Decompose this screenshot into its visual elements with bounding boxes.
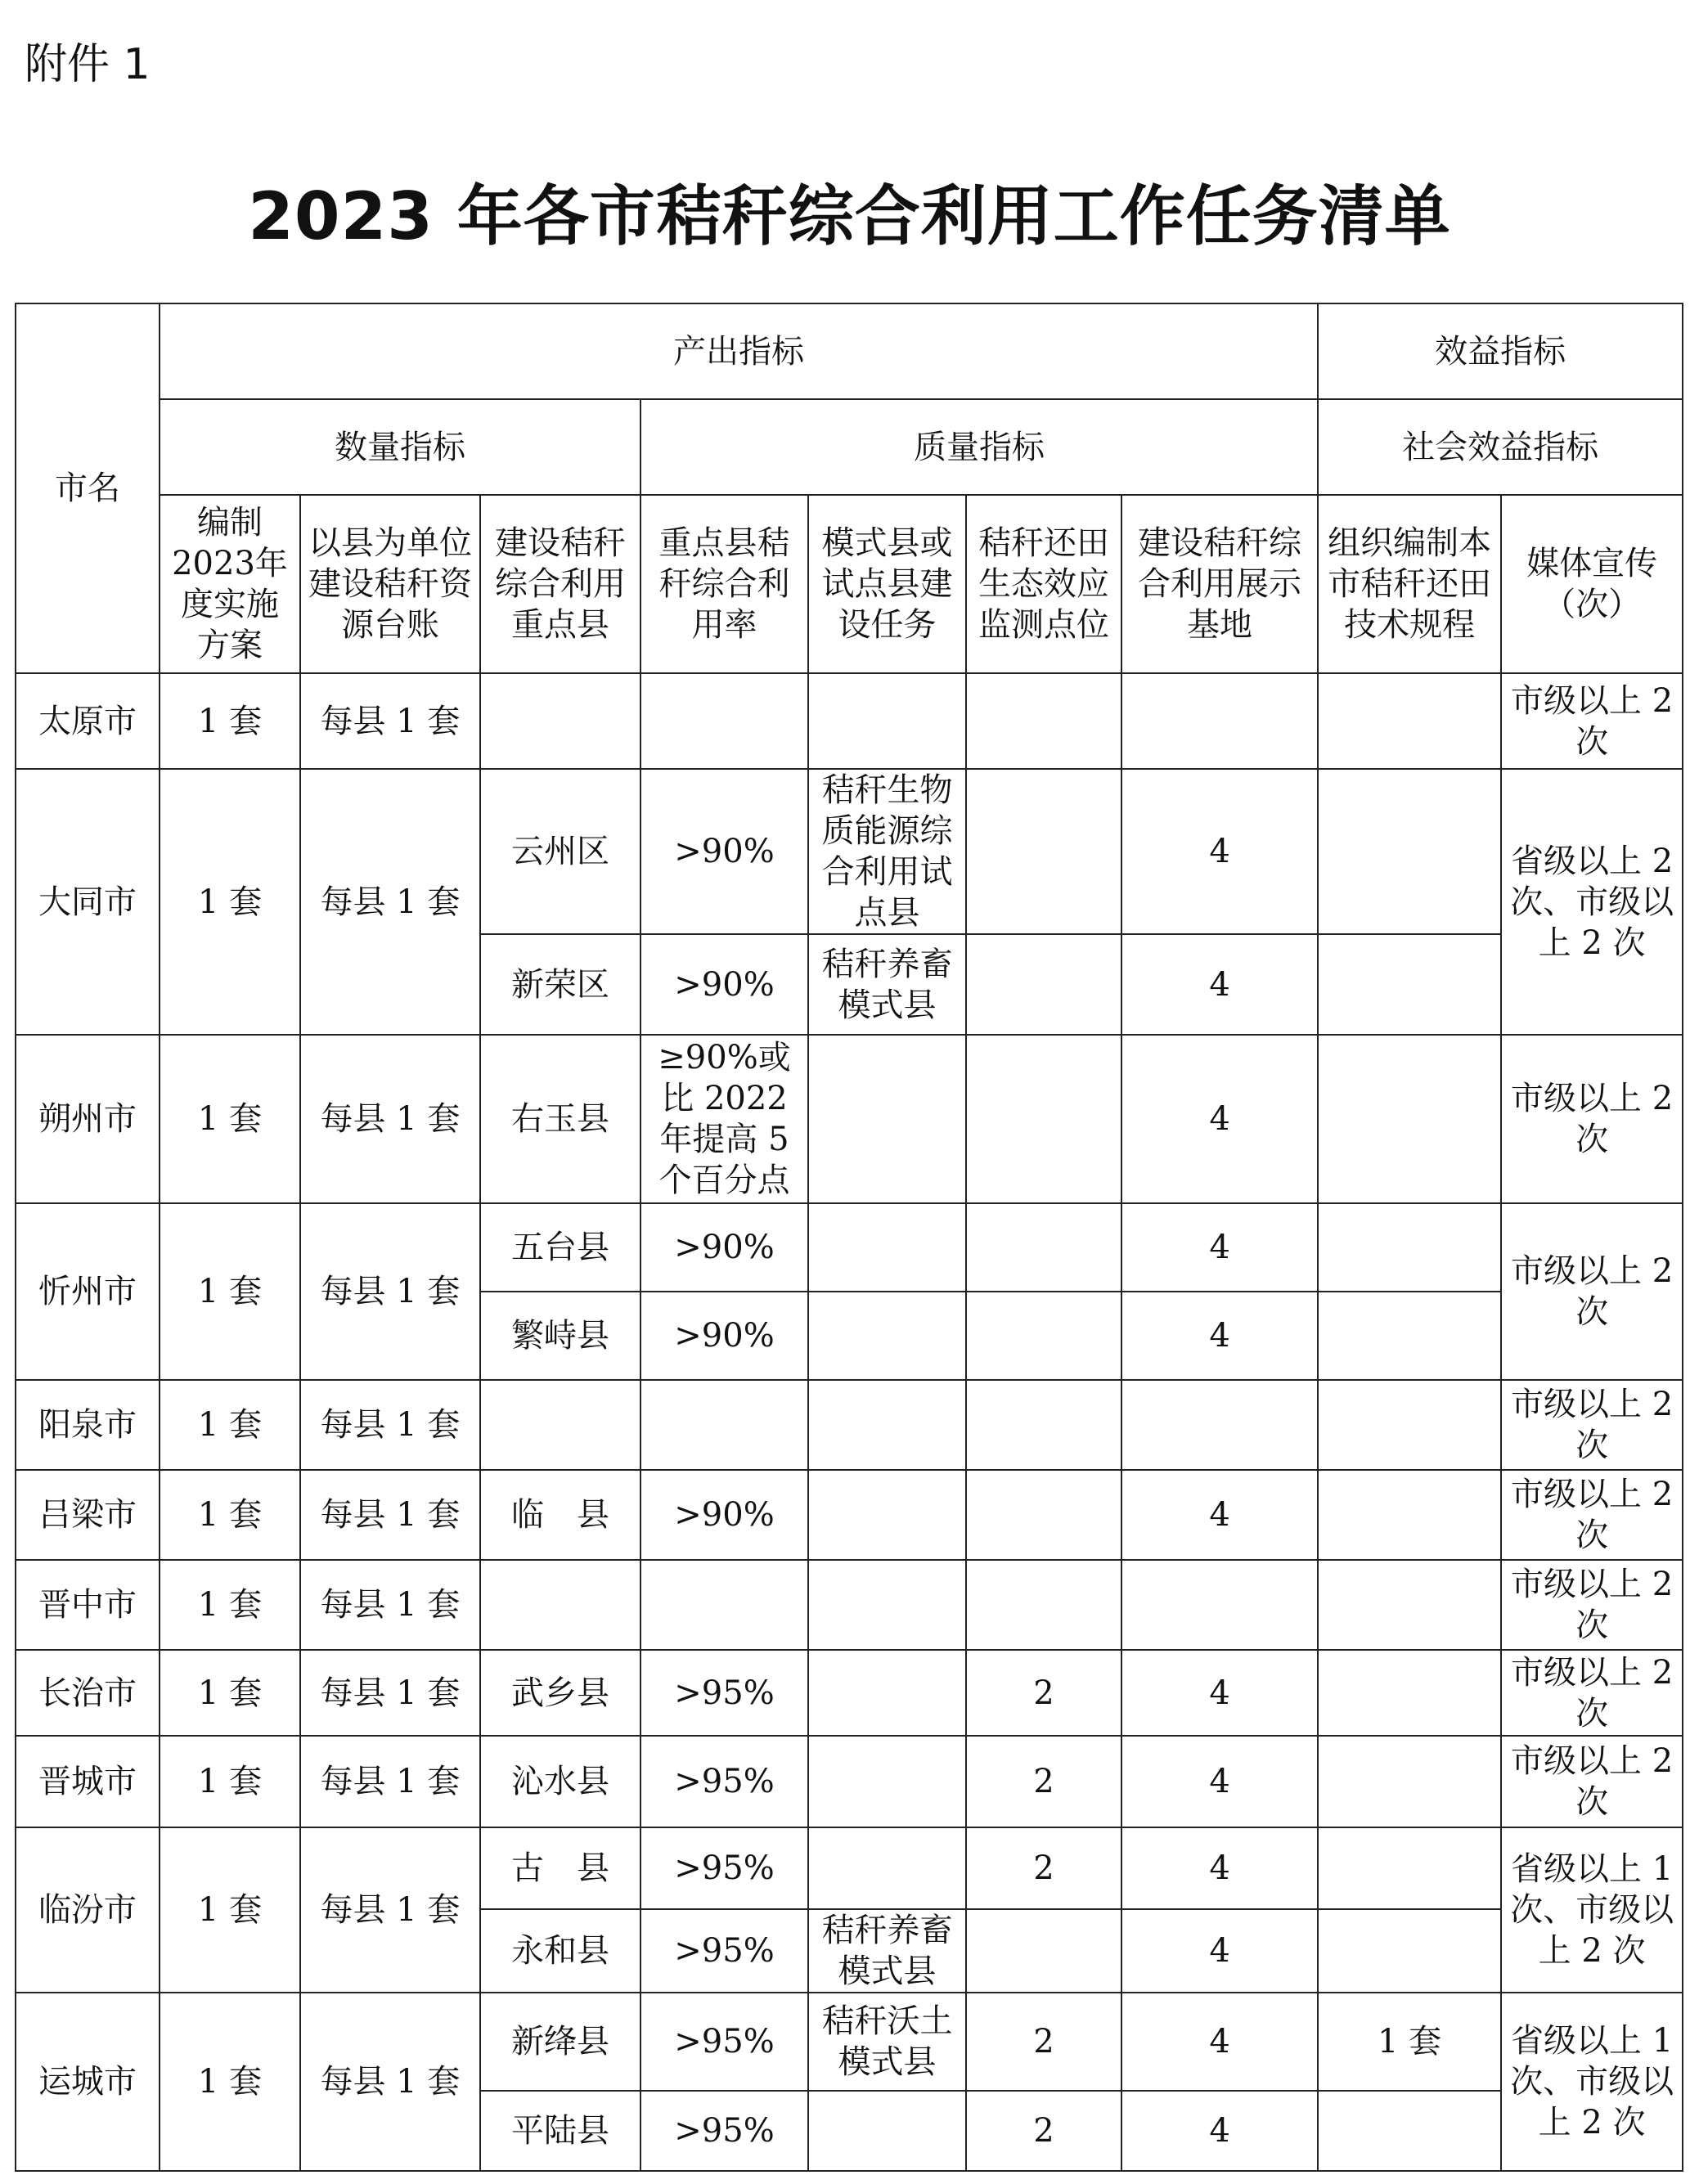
header-plan: 编制2023年度实施方案 (160, 495, 300, 673)
city-name: 太原市 (16, 673, 160, 769)
table-row (16, 769, 1683, 934)
media-cell: 市级以上 2 次 (1501, 1736, 1683, 1827)
county-cell: 新荣区 (480, 934, 640, 1035)
city-name: 长治市 (16, 1650, 160, 1736)
rate-cell: >95% (640, 1909, 808, 1993)
document-title: 2023 年各市秸秆综合利用工作任务清单 (248, 178, 1451, 254)
plan-cell: 1 套 (160, 1736, 300, 1827)
county-cell: 新绛县 (480, 1993, 640, 2091)
base-cell: 4 (1121, 769, 1318, 934)
table-row (16, 1650, 1683, 1736)
header-city: 市名 (16, 303, 160, 673)
ledger-cell: 每县 1 套 (300, 1560, 480, 1650)
monitor-cell: 2 (966, 1993, 1121, 2091)
rate-cell: >95% (640, 1993, 808, 2091)
base-cell: 4 (1121, 1909, 1318, 1993)
media-cell: 省级以上 2 次、市级以上 2 次 (1501, 769, 1683, 1035)
base-cell: 4 (1121, 1292, 1318, 1380)
base-cell: 4 (1121, 1035, 1318, 1203)
base-cell: 4 (1121, 1827, 1318, 1909)
county-cell: 武乡县 (480, 1650, 640, 1736)
model-cell: 秸秆养畜模式县 (808, 934, 966, 1035)
plan-cell: 1 套 (160, 1380, 300, 1470)
county-cell: 右玉县 (480, 1035, 640, 1203)
table-row (16, 1560, 1683, 1650)
plan-cell: 1 套 (160, 1827, 300, 1993)
header-monitoring-points: 秸秆还田生态效应监测点位 (966, 495, 1121, 673)
header-ledger: 以县为单位建设秸秆资源台账 (300, 495, 480, 673)
media-cell: 市级以上 2 次 (1501, 1203, 1683, 1380)
header-utilization-rate: 重点县秸秆综合利用率 (640, 495, 808, 673)
ledger-cell: 每县 1 套 (300, 1035, 480, 1203)
city-name: 朔州市 (16, 1035, 160, 1203)
header-demo-base: 建设秸秆综合利用展示基地 (1121, 495, 1318, 673)
city-name: 大同市 (16, 769, 160, 1035)
plan-cell: 1 套 (160, 1650, 300, 1736)
city-name: 阳泉市 (16, 1380, 160, 1470)
rate-cell: >90% (640, 1292, 808, 1380)
ledger-cell: 每县 1 套 (300, 1203, 480, 1380)
ledger-cell: 每县 1 套 (300, 1650, 480, 1736)
media-cell: 省级以上 1 次、市级以上 2 次 (1501, 1827, 1683, 1993)
ledger-cell: 每县 1 套 (300, 769, 480, 1035)
county-cell: 云州区 (480, 769, 640, 934)
header-model-county: 模式县或试点县建设任务 (808, 495, 966, 673)
model-cell: 秸秆沃土模式县 (808, 1993, 966, 2091)
header-key-county: 建设秸秆综合利用重点县 (480, 495, 640, 673)
header-quality: 质量指标 (640, 399, 1318, 495)
rate-cell: >90% (640, 934, 808, 1035)
city-name: 晋城市 (16, 1736, 160, 1827)
rate-cell: >90% (640, 1203, 808, 1292)
county-cell: 五台县 (480, 1203, 640, 1292)
county-cell: 永和县 (480, 1909, 640, 1993)
rate-cell: ≥90%或比 2022 年提高 5 个百分点 (640, 1035, 808, 1203)
header-row-2 (16, 399, 1683, 495)
base-cell: 4 (1121, 934, 1318, 1035)
monitor-cell: 2 (966, 1827, 1121, 1909)
base-cell: 4 (1121, 1470, 1318, 1560)
table-row (16, 1035, 1683, 1203)
plan-cell: 1 套 (160, 1203, 300, 1380)
county-cell: 临 县 (480, 1470, 640, 1560)
header-benefit: 效益指标 (1318, 303, 1683, 399)
media-cell: 市级以上 2 次 (1501, 1470, 1683, 1560)
city-name: 运城市 (16, 1993, 160, 2171)
table-row (16, 1736, 1683, 1827)
base-cell: 4 (1121, 2091, 1318, 2171)
plan-cell: 1 套 (160, 1560, 300, 1650)
header-row-3 (16, 495, 1683, 673)
ledger-cell: 每县 1 套 (300, 1470, 480, 1560)
plan-cell: 1 套 (160, 1993, 300, 2171)
plan-cell: 1 套 (160, 1035, 300, 1203)
header-quantity: 数量指标 (160, 399, 640, 495)
county-cell: 繁峙县 (480, 1292, 640, 1380)
header-row-1 (16, 303, 1683, 399)
table-row (16, 1993, 1683, 2091)
city-name: 吕梁市 (16, 1470, 160, 1560)
rate-cell: >90% (640, 1470, 808, 1560)
base-cell: 4 (1121, 1736, 1318, 1827)
base-cell: 4 (1121, 1993, 1318, 2091)
city-name: 晋中市 (16, 1560, 160, 1650)
table-row (16, 1380, 1683, 1470)
media-cell: 市级以上 2 次 (1501, 1650, 1683, 1736)
model-cell: 秸秆养畜模式县 (808, 1909, 966, 1993)
monitor-cell: 2 (966, 1650, 1121, 1736)
city-name: 临汾市 (16, 1827, 160, 1993)
table-row (16, 673, 1683, 769)
ledger-cell: 每县 1 套 (300, 1380, 480, 1470)
attachment-label: 附件 1 (25, 40, 151, 89)
plan-cell: 1 套 (160, 1470, 300, 1560)
county-cell: 沁水县 (480, 1736, 640, 1827)
rules-cell: 1 套 (1318, 1993, 1501, 2091)
header-output: 产出指标 (160, 303, 1318, 399)
ledger-cell: 每县 1 套 (300, 673, 480, 769)
header-social: 社会效益指标 (1318, 399, 1683, 495)
county-cell: 古 县 (480, 1827, 640, 1909)
monitor-cell: 2 (966, 2091, 1121, 2171)
table-row (16, 1203, 1683, 1292)
rate-cell: >95% (640, 1650, 808, 1736)
base-cell: 4 (1121, 1650, 1318, 1736)
base-cell: 4 (1121, 1203, 1318, 1292)
task-table (15, 303, 1683, 2172)
ledger-cell: 每县 1 套 (300, 1827, 480, 1993)
rate-cell: >90% (640, 769, 808, 934)
plan-cell: 1 套 (160, 673, 300, 769)
media-cell: 市级以上 2 次 (1501, 673, 1683, 769)
header-tech-rules: 组织编制本市秸秆还田技术规程 (1318, 495, 1501, 673)
ledger-cell: 每县 1 套 (300, 1993, 480, 2171)
county-cell: 平陆县 (480, 2091, 640, 2171)
media-cell: 省级以上 1 次、市级以上 2 次 (1501, 1993, 1683, 2171)
plan-cell: 1 套 (160, 769, 300, 1035)
table-row (16, 1827, 1683, 1909)
city-name: 忻州市 (16, 1203, 160, 1380)
rate-cell: >95% (640, 1827, 808, 1909)
media-cell: 市级以上 2 次 (1501, 1035, 1683, 1203)
rate-cell: >95% (640, 2091, 808, 2171)
rate-cell: >95% (640, 1736, 808, 1827)
header-media: 媒体宣传（次） (1501, 495, 1683, 673)
model-cell: 秸秆生物质能源综合利用试点县 (808, 769, 966, 934)
media-cell: 市级以上 2 次 (1501, 1560, 1683, 1650)
table-row (16, 1470, 1683, 1560)
media-cell: 市级以上 2 次 (1501, 1380, 1683, 1470)
monitor-cell: 2 (966, 1736, 1121, 1827)
ledger-cell: 每县 1 套 (300, 1736, 480, 1827)
